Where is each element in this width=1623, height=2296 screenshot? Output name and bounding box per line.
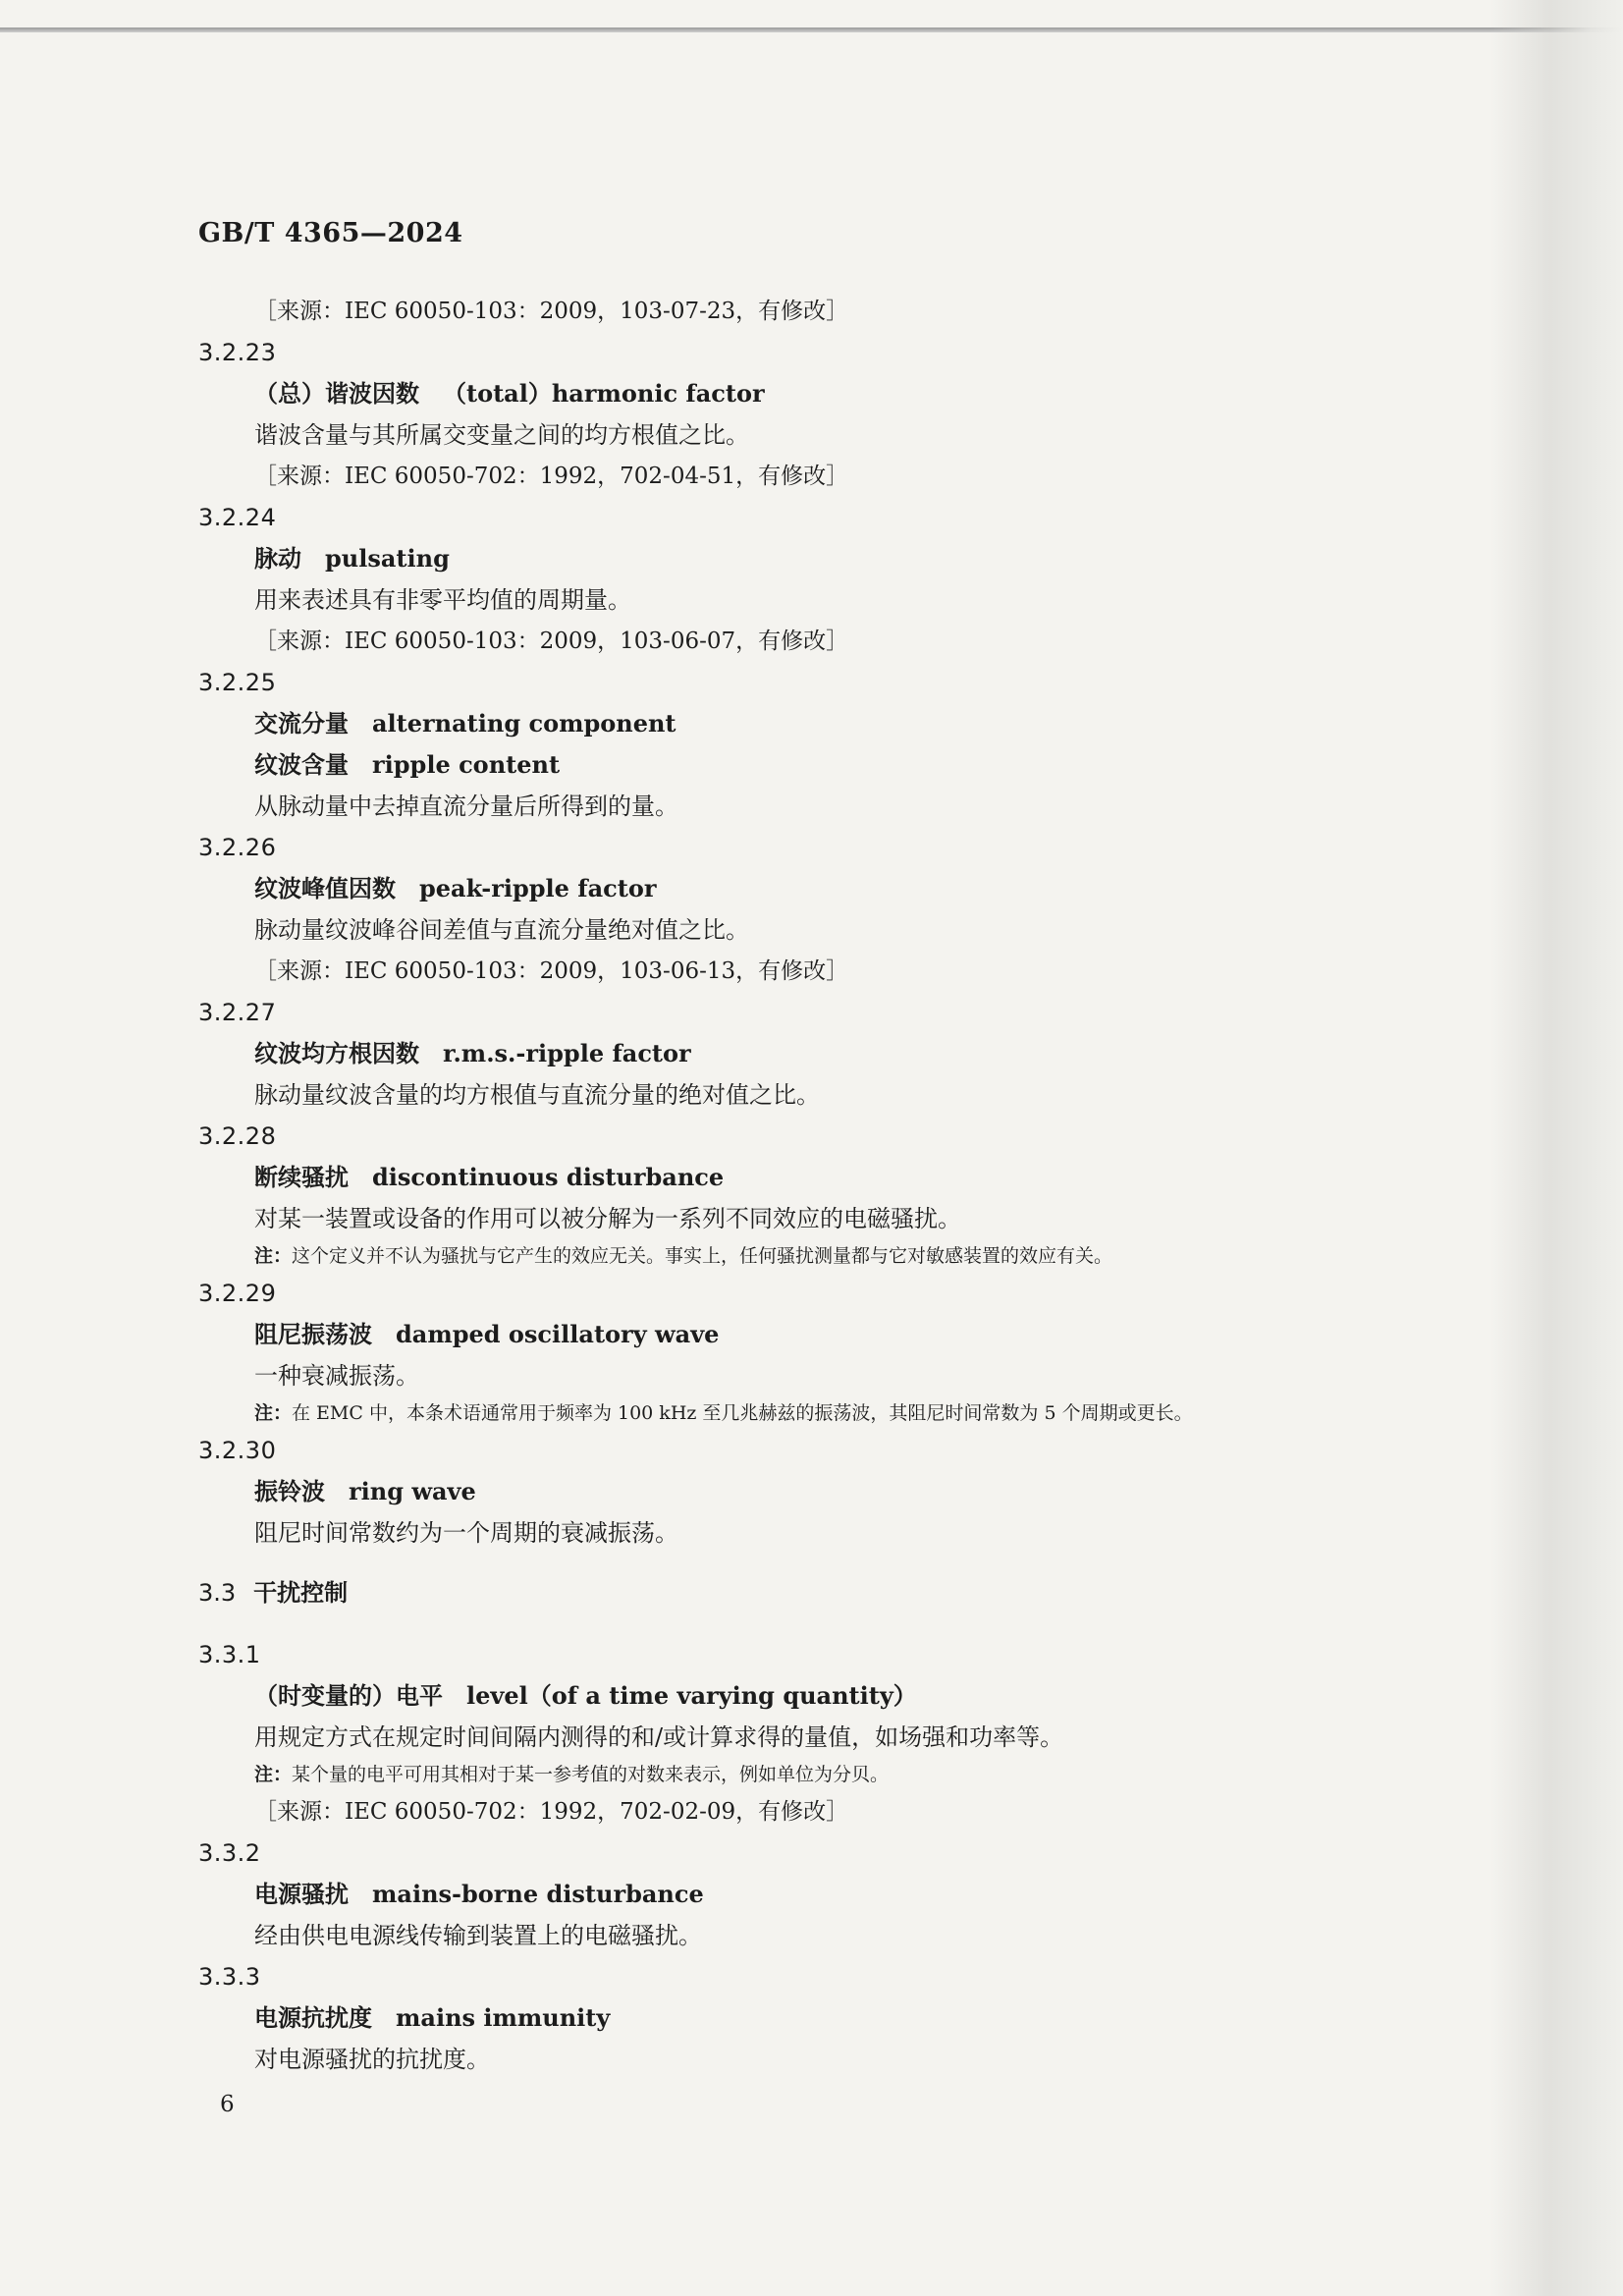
term-chinese: 阻尼振荡波 (254, 1321, 372, 1348)
term-heading (198, 373, 1475, 414)
term-chinese: 脉动 (254, 545, 301, 573)
note-text: 某个量的电平可用其相对于某一参考值的对数来表示，例如单位为分贝。 (292, 1764, 890, 1785)
term-number: 3.2.25 (198, 669, 277, 696)
term-definition: 对电源骚扰的抗扰度。 (254, 2046, 490, 2073)
term-note (198, 1758, 1475, 1791)
term-english: （total）harmonic factor (443, 379, 765, 408)
term-definition: 一种衰减振荡。 (254, 1362, 419, 1390)
term-definition: 从脉动量中去掉直流分量后所得到的量。 (254, 793, 678, 820)
term-english: alternating component (372, 709, 676, 738)
term-heading (198, 1874, 1475, 1915)
term-definition: 脉动量纹波含量的均方根值与直流分量的绝对值之比。 (254, 1081, 820, 1109)
term-source: ［来源：IEC 60050-702：1992，702-02-09，有修改］ (254, 1799, 849, 1825)
term-number: 3.3.3 (198, 1963, 261, 1991)
term-number: 3.2.28 (198, 1122, 277, 1150)
term-chinese: 纹波峰值因数 (254, 875, 396, 902)
term-english: level（of a time varying quantity） (466, 1681, 917, 1710)
term-source: ［来源：IEC 60050-702：1992，702-04-51，有修改］ (254, 464, 849, 489)
term-number: 3.2.24 (198, 504, 277, 531)
standard-number-header: GB/T 4365—2024 (198, 218, 463, 248)
term-chinese: 电源骚扰 (254, 1881, 349, 1908)
term-english: discontinuous disturbance (372, 1163, 725, 1191)
term-english: damped oscillatory wave (396, 1320, 720, 1348)
term-definition: 对某一装置或设备的作用可以被分解为一系列不同效应的电磁骚扰。 (254, 1205, 961, 1232)
term-heading (198, 1157, 1475, 1198)
term-heading (198, 868, 1475, 909)
term-number: 3.2.23 (198, 339, 277, 366)
term-english: mains-borne disturbance (372, 1880, 704, 1908)
term-chinese: 纹波均方根因数 (254, 1040, 419, 1067)
term-number: 3.3.2 (198, 1839, 261, 1867)
term-definition: 脉动量纹波峰谷间差值与直流分量绝对值之比。 (254, 916, 749, 944)
term-heading (198, 744, 1475, 786)
term-heading (198, 1033, 1475, 1074)
term-heading (198, 538, 1475, 579)
term-number: 3.2.30 (198, 1437, 277, 1464)
term-definition: 阻尼时间常数约为一个周期的衰减振荡。 (254, 1519, 678, 1547)
scan-edge-line (0, 27, 1623, 32)
term-heading (198, 1314, 1475, 1355)
term-english: peak-ripple factor (419, 874, 657, 902)
term-english: mains immunity (396, 2003, 611, 2032)
term-number: 3.2.26 (198, 834, 277, 861)
term-english: ripple content (372, 750, 561, 779)
term-number: 3.2.29 (198, 1280, 277, 1307)
term-definition: 用来表述具有非零平均值的周期量。 (254, 586, 631, 614)
term-chinese: 交流分量 (254, 710, 349, 738)
note-label: 注： (254, 1402, 293, 1424)
term-chinese: （时变量的）电平 (254, 1682, 443, 1710)
term-english: ring wave (349, 1477, 476, 1505)
term-english: pulsating (325, 544, 450, 573)
term-heading (198, 703, 1475, 744)
page-fold-shadow (1490, 0, 1623, 2296)
section-number: 3.3 (198, 1579, 237, 1607)
note-label: 注： (254, 1764, 293, 1785)
term-source: ［来源：IEC 60050-103：2009，103-07-23，有修改］ (254, 299, 849, 324)
note-text: 这个定义并不认为骚扰与它产生的效应无关。事实上，任何骚扰测量都与它对敏感装置的效应有关。 (292, 1245, 1113, 1267)
term-heading (198, 1675, 1475, 1717)
term-number: 3.3.1 (198, 1641, 261, 1668)
term-note (198, 1396, 1475, 1430)
term-source: ［来源：IEC 60050-103：2009，103-06-13，有修改］ (254, 958, 849, 984)
term-chinese: 振铃波 (254, 1478, 325, 1505)
term-english: r.m.s.-ripple factor (443, 1039, 691, 1067)
terms-content (198, 291, 1475, 2080)
term-definition: 谐波含量与其所属交变量之间的均方根值之比。 (254, 421, 749, 449)
page-number: 6 (220, 2092, 235, 2117)
term-note (198, 1239, 1475, 1273)
section-heading (198, 1565, 1475, 1620)
term-heading (198, 1471, 1475, 1512)
term-heading (198, 1997, 1475, 2039)
term-chinese: 纹波含量 (254, 751, 349, 779)
note-text: 在 EMC 中，本条术语通常用于频率为 100 kHz 至几兆赫兹的振荡波，其阻尼时间常数为 5 个周期或更长。 (292, 1402, 1193, 1424)
term-chinese: 断续骚扰 (254, 1164, 349, 1191)
term-chinese: （总）谐波因数 (254, 380, 419, 408)
term-definition: 用规定方式在规定时间间隔内测得的和/或计算求得的量值，如场强和功率等。 (254, 1723, 1064, 1751)
section-title: 干扰控制 (253, 1579, 349, 1607)
note-label: 注： (254, 1245, 293, 1267)
term-definition: 经由供电电源线传输到装置上的电磁骚扰。 (254, 1922, 702, 1949)
term-source: ［来源：IEC 60050-103：2009，103-06-07，有修改］ (254, 629, 849, 654)
term-number: 3.2.27 (198, 999, 277, 1026)
term-chinese: 电源抗扰度 (254, 2004, 372, 2032)
